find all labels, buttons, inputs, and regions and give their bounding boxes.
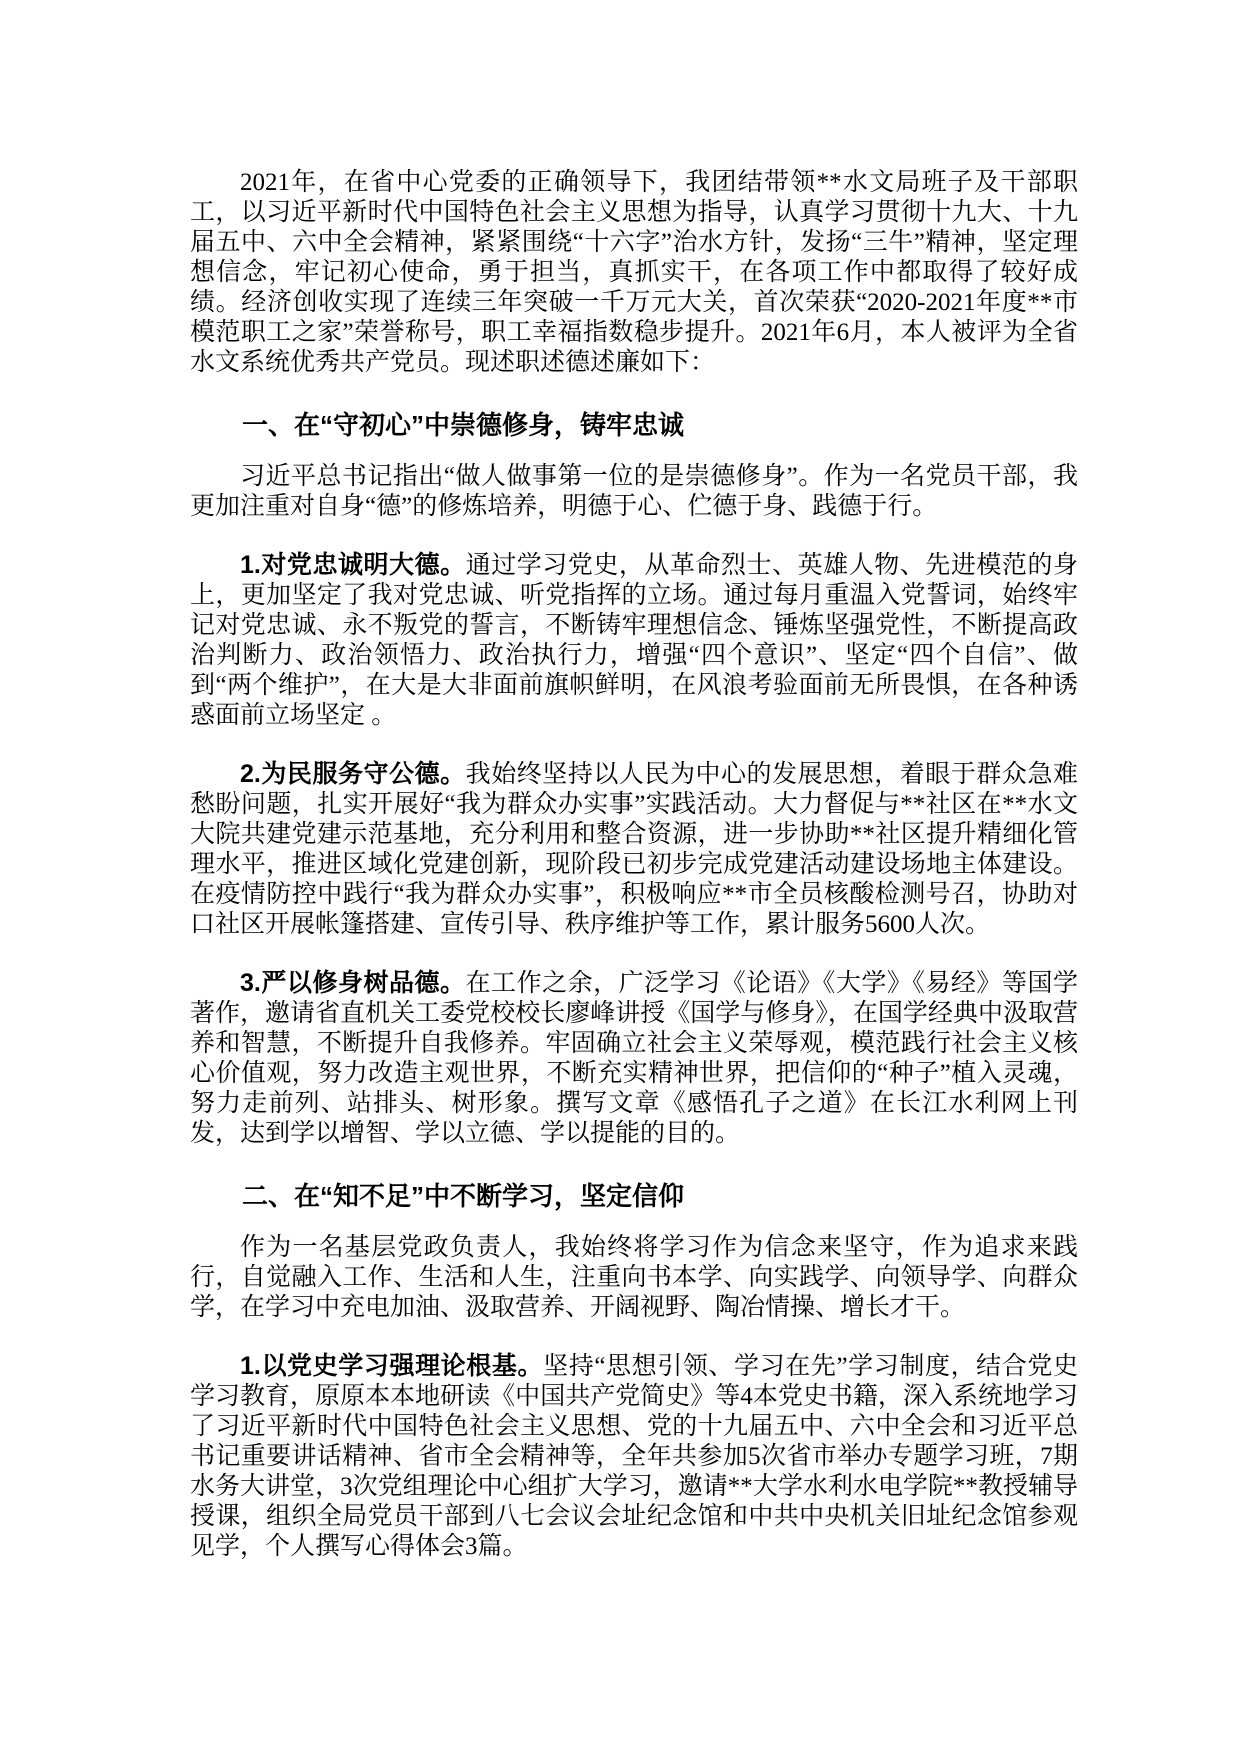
section-2-item-1-paragraph [190,1351,1078,1562]
section-1-item-3-paragraph [190,968,1078,1149]
intro-paragraph: 2021年，在省中心党委的正确领导下，我团结带领**水文局班子及干部职工，以习近平新时代中国特色社会主义思想为指导，认真学习贯彻十九大、十九届五中、六中全会精神，紧紧围绕“十六字”治水方针，发扬“三牛”精神，坚定理想信念，牢记初心使命，勇于担当，真抓实干，在各项工作中都取得了较好成绩。经济创收实现了连续三年突破一千万元大关，首次荣获“2020-2021年度**市模范职工之家”荣誉称号，职工幸福指数稳步提升。2021年6月，本人被评为全省水文系统优秀共产党员。现述职述德述廉如下： [190,169,1078,376]
section-1-item-2-text: 我始终坚持以人民为中心的发展思想，着眼于群众急难愁盼问题，扎实开展好“我为群众办实事”实践活动。大力督促与**社区在**水文大院共建党建示范基地，充分利用和整合资源，进一步协助**社区提升精细化管理水平，推进区域化党建创新，现阶段已初步完成党建活动建设场地主体建设。在疫情防控中践行“我为群众办实事”，积极响应**市全员核酸检测号召，协助对口社区开展帐篷搭建、宣传引导、秩序维护等工作，累计服务5600人次。 [190,761,1078,938]
section-2-heading: 二、在“知不足”中不断学习，坚定信仰 [242,1181,685,1211]
section-1-item-1-paragraph [190,550,1078,731]
section-1-item-3-lead: 3.严以修身树品德。 [240,969,466,997]
section-1-item-1-text: 通过学习党史，从革命烈士、英雄人物、先进模范的身上，更加坚定了我对党忠诚、听党指挥的立场。通过每月重温入党誓词，始终牢记对党忠诚、永不叛党的誓言，不断铸牢理想信念、锤炼坚强党性，不断提高政治判断力、政治领悟力、政治执行力，增强“四个意识”、坚定“四个自信”、做到“两个维护”，在大是大非面前旗帜鲜明，在风浪考验面前无所畏惧，在各种诱惑面前立场坚定 。 [190,552,1078,729]
section-1-opening-paragraph: 习近平总书记指出“做人做事第一位的是崇德修身”。作为一名党员干部，我更加注重对自身“德”的修炼培养，明德于心、伫德于身、践德于行。 [190,463,1078,520]
section-1-heading: 一、在“守初心”中崇德修身，铸牢忠诚 [242,410,685,440]
section-1-item-2-lead: 2.为民服务守公德。 [240,760,466,788]
document-body [190,168,1078,1562]
section-1-item-3-text: 在工作之余，广泛学习《论语》《大学》《易经》等国学著作，邀请省直机关工委党校校长廖峰讲授《国学与修身》，在国学经典中汲取营养和智慧，不断提升自我修养。牢固确立社会主义荣辱观，模范践行社会主义核心价值观，努力改造主观世界，不断充实精神世界，把信仰的“种子”植入灵魂，努力走前列、站排头、树形象。撰写文章《感悟孔子之道》在长江水利网上刊发，达到学以增智、学以立德、学以提能的目的。 [190,970,1078,1147]
section-2-item-1-lead: 1.以党史学习强理论根基。 [240,1352,544,1380]
section-2-item-1-text: 坚持“思想引领、学习在先”学习制度，结合党史学习教育，原原本本地研读《中国共产党简史》等4本党史书籍，深入系统地学习了习近平新时代中国特色社会主义思想、党的十九届五中、六中全会和习近平总书记重要讲话精神、省市全会精神等，全年共参加5次省市举办专题学习班，7期水务大讲堂，3次党组理论中心组扩大学习，邀请**大学水利水电学院**教授辅导授课，组织全局党员干部到八七会议会址纪念馆和中共中央机关旧址纪念馆参观见学，个人撰写心得体会3篇。 [190,1353,1078,1560]
section-1-item-1-lead: 1.对党忠诚明大德。 [240,551,466,579]
section-1-item-2-paragraph [190,759,1078,940]
section-2-opening-paragraph: 作为一名基层党政负责人，我始终将学习作为信念来坚守，作为追求来践行，自觉融入工作、生活和人生，注重向书本学、向实践学、向领导学、向群众学，在学习中充电加油、汲取营养、开阔视野、陶冶情操、增长才干。 [190,1234,1078,1321]
